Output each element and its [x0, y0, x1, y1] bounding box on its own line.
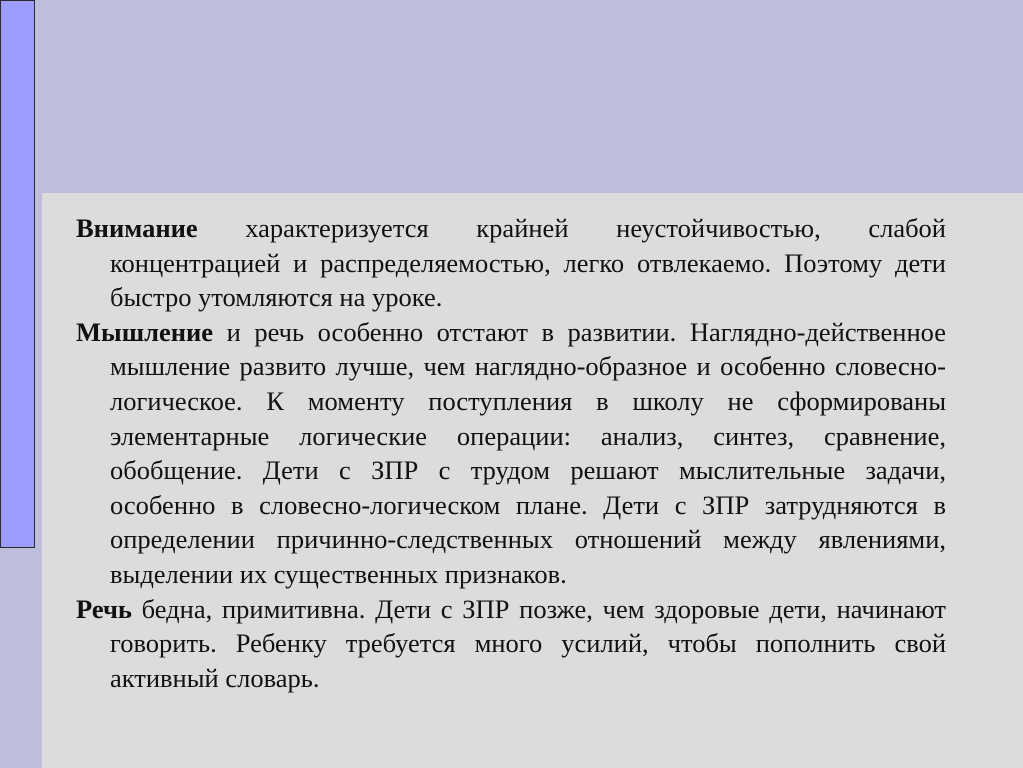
term-speech: Речь — [76, 593, 132, 624]
paragraph-attention-text: характеризуется крайней неустойчивостью, слабой концентрацией и распределяемостью, легко отвлекаемо. Поэтому дети быстро утомляются на уроке. — [110, 213, 946, 313]
term-attention: Внимание — [76, 213, 198, 243]
slide-body — [76, 211, 946, 695]
accent-bar — [0, 0, 35, 548]
term-thinking: Мышление — [76, 316, 214, 347]
paragraph-attention — [76, 211, 946, 315]
paragraph-thinking-text: и речь особенно отстают в развитии. Наглядно-действенное мышление развито лучше, чем наглядно-образное и особенно словесно-логическое. К моменту поступления в школу не сформированы элементарные логические операции: анализ, синтез, сравнение, обобщение. Дети с ЗПР с трудом решают мыслительные задачи, особенно в словесно-логическом плане. Дети с ЗПР затрудняются в определении причинно-следственных отношений между явлениями, выделении их существенных признаков. — [110, 316, 946, 589]
paragraph-speech — [76, 592, 946, 696]
paragraph-thinking — [76, 315, 946, 592]
paragraph-speech-text: бедна, примитивна. Дети с ЗПР позже, чем здоровые дети, начинают говорить. Ребенку требуется много усилий, чтобы пополнить свой активный словарь. — [110, 593, 946, 693]
title-area — [38, 0, 1023, 192]
